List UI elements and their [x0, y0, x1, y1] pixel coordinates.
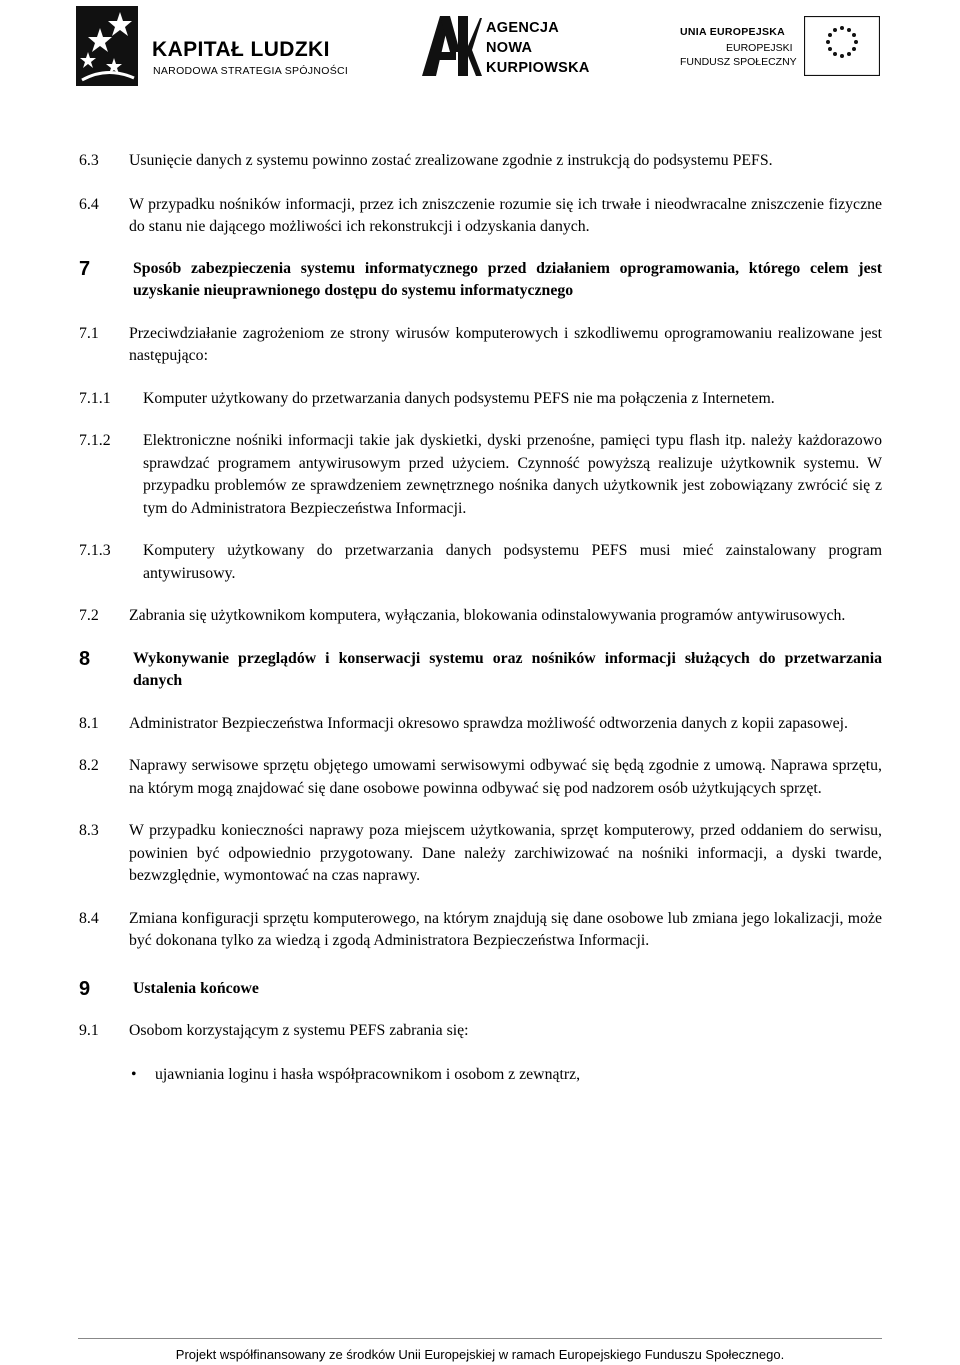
list-item-text: ujawniania loginu i hasła współpracownikom i osobom z zewnątrz,: [155, 1065, 581, 1083]
document-body: [79, 150, 882, 1086]
paragraph-7-1-1: [79, 388, 882, 411]
paragraph-text: W przypadku nośników informacji, przez ich zniszczenie rozumie się ich trwałe i nieodwracalne zniszczenie fizyczne do stanu nie dającego możliwości ich rekonstrukcji i odzyskania danych.: [129, 195, 882, 235]
footer-divider: [78, 1338, 882, 1339]
paragraph-text: Administrator Bezpieczeństwa Informacji okresowo sprawdza możliwość odtworzenia danych z kopii zapasowej.: [129, 714, 848, 732]
paragraph-number: 6.4: [79, 195, 99, 213]
section-number: 8: [79, 647, 91, 670]
kapital-ludzki-subtitle: NARODOWA STRATEGIA SPÓJNOŚCI: [153, 65, 349, 77]
eu-flag-icon: [804, 16, 880, 76]
section-number: 9: [79, 977, 91, 1000]
paragraph-text: Komputer użytkowany do przetwarzania danych podsystemu PEFS nie ma połączenia z Internetem.: [143, 389, 775, 407]
agencja-line-1: AGENCJA: [486, 20, 559, 36]
paragraph-8-1: [79, 713, 882, 736]
bullet-icon: •: [131, 1065, 137, 1083]
paragraph-number: 9.1: [79, 1022, 99, 1039]
unia-line-1: UNIA EUROPEJSKA: [680, 26, 786, 38]
paragraph-number: 8.2: [79, 757, 99, 774]
kapital-ludzki-title: KAPITAŁ LUDZKI: [152, 38, 330, 61]
paragraph-number: 8.4: [79, 909, 99, 927]
paragraph-text: Osobom korzystającym z systemu PEFS zabrania się:: [129, 1022, 469, 1039]
paragraph-9-1: [79, 1020, 882, 1043]
unia-line-3: FUNDUSZ SPOŁECZNY: [680, 56, 797, 68]
paragraph-text: W przypadku konieczności naprawy poza miejscem użytkowania, sprzęt komputerowy, przed oddaniem do serwisu, powinien być odpowiednio przygotowany. Dane należy zarchiwizować na nośniki informacji, a dyski twarde, bezwzględnie, wymontować na czas naprawy.: [129, 822, 882, 884]
section-number: 7: [79, 257, 91, 280]
list-item: [79, 1064, 882, 1087]
agencja-nowa-kurpiowska-logo: [420, 12, 620, 82]
paragraph-8-2: [79, 755, 882, 800]
paragraph-text: Zabrania się użytkownikom komputera, wyłączania, blokowania odinstalowywania programów antywirusowych.: [129, 607, 846, 624]
paragraph-text: Komputery użytkowany do przetwarzania danych podsystemu PEFS musi mieć zainstalowany program antywirusowy.: [143, 542, 882, 582]
paragraph-number: 7.1.1: [79, 389, 111, 407]
paragraph-8-3: [79, 820, 882, 888]
paragraph-text: Elektroniczne nośniki informacji takie jak dyskietki, dyski przenośne, pamięci typu flash itp. należy każdorazowo sprawdzać programem antywirusowym przed użyciem. Czynność powyższą realizuje użytkownik systemu. W przypadku problemów ze sprawdzeniem zewnętrznego nośnika danych użytkownik jest zobowiązany zwrócić się z tym do Administratora Bezpieczeństwa Informacji.: [143, 432, 882, 517]
kapital-ludzki-emblem-icon: [76, 6, 138, 86]
agencja-line-2: NOWA: [486, 40, 533, 56]
ank-monogram-icon: [420, 12, 482, 78]
section-title: Sposób zabezpieczenia systemu informatycznego przed działaniem oprogramowania, którego celem jest uzyskanie nieuprawnionego dostępu do systemu informatycznego: [133, 259, 882, 299]
agencja-line-3: KURPIOWSKA: [486, 60, 590, 76]
paragraph-7-1-3: [79, 540, 882, 585]
paragraph-text: Naprawy serwisowe sprzętu objętego umowami serwisowymi odbywać się będą zgodnie z umową. Naprawa sprzętu, na którym mogą znajdować się dane osobowe powinna odbywać się pod nadzorem osób użytkujących sprzęt.: [129, 757, 882, 797]
paragraph-text: Usunięcie danych z systemu powinno zostać zrealizowane zgodnie z instrukcją do podsystemu PEFS.: [129, 152, 773, 169]
kapital-ludzki-logo: [76, 6, 366, 88]
paragraph-7-2: [79, 605, 882, 628]
section-7-heading: [79, 258, 882, 303]
section-8-heading: [79, 648, 882, 693]
paragraph-6-3: [79, 150, 882, 173]
paragraph-number: 7.1: [79, 324, 99, 342]
paragraph-text: Zmiana konfiguracji sprzętu komputerowego, na którym znajdują się dane osobowe lub zmiana jego lokalizacji, może być dokonana tylko za wiedzą i zgodą Administratora Bezpieczeństwa Informacji.: [129, 909, 882, 949]
footer-text: Projekt współfinansowany ze środków Unii Europejskiej w ramach Europejskiego Funduszu Społecznego.: [175, 1347, 785, 1362]
paragraph-number: 7.1.3: [79, 542, 111, 559]
paragraph-7-1: [79, 323, 882, 368]
paragraph-text: Przeciwdziałanie zagrożeniom ze strony wirusów komputerowych i szkodliwemu oprogramowaniu realizowane jest następująco:: [129, 324, 882, 364]
paragraph-7-1-2: [79, 430, 882, 520]
paragraph-number: 8.3: [79, 822, 99, 839]
paragraph-6-4: [79, 194, 882, 239]
paragraph-number: 7.2: [79, 607, 99, 624]
paragraph-number: 8.1: [79, 714, 99, 732]
unia-line-2: EUROPEJSKI: [726, 42, 793, 54]
paragraph-number: 6.3: [79, 152, 99, 169]
paragraph-number: 7.1.2: [79, 432, 111, 449]
section-title: Ustalenia końcowe: [133, 979, 259, 997]
page-header: [0, 0, 960, 100]
unia-europejska-logo: [676, 16, 881, 78]
page-footer: [0, 1338, 960, 1365]
section-title: Wykonywanie przeglądów i konserwacji systemu oraz nośników informacji służących do przetwarzania danych: [133, 649, 882, 689]
section-9-heading: [79, 978, 882, 1001]
paragraph-8-4: [79, 908, 882, 953]
